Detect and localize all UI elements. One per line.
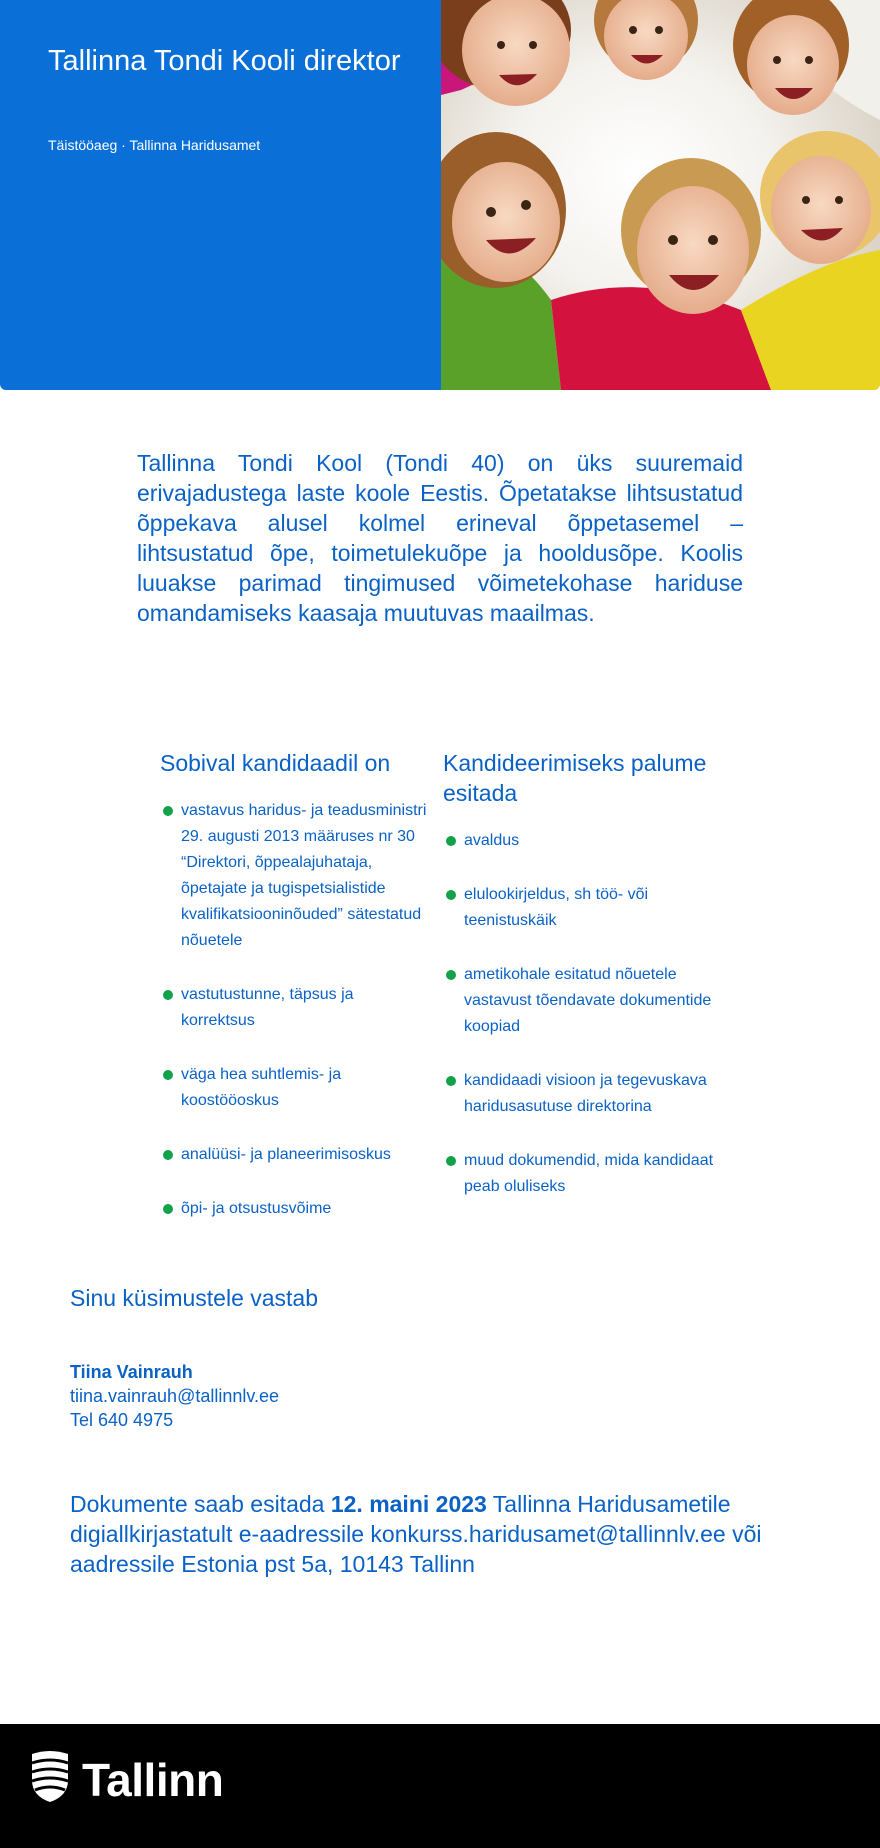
page-subtitle: Täistööaeg · Tallinna Haridusamet [48,137,261,153]
bullet-icon [163,1204,173,1214]
bullet-icon [163,990,173,1000]
bullet-icon [446,1076,456,1086]
requirements-heading: Sobival kandidaadil on [160,750,391,776]
tallinn-coat-of-arms-icon [30,1750,70,1804]
documents-section [443,748,733,1228]
list-item: kandidaadi visioon ja tegevuskava haridusasutuse direktorina [443,1068,733,1120]
submission-deadline: Dokumente saab esitada 12. maini 2023 Tallinna Haridusametile digiallkirjastatult e-aadressile konkurss.haridusamet@tallinnlv.ee või aadressile Estonia pst 5a, 10143 Tallinn [70,1491,762,1577]
bullet-icon [446,890,456,900]
deadline-date: 12. maini 2023 [330,1491,487,1517]
list-item: vastavus haridus- ja teadusministri 29. augusti 2013 määruses nr 30 “Direktori, õppealajuhataja, õpetajate ja tugispetsialistide kvalifikatsiooninõuded” sätestatud nõuetele [160,798,430,954]
list-item: õpi- ja otsustusvõime [160,1196,430,1222]
page-title: Tallinna Tondi Kooli direktor [48,45,401,77]
list-item: väga hea suhtlemis- ja koostööoskus [160,1062,430,1114]
hero-title-panel [0,0,441,390]
documents-heading: Kandideerimiseks palume esitada [443,750,707,806]
bullet-icon [446,1156,456,1166]
contact-heading: Sinu küsimustele vastab [70,1285,319,1311]
bullet-icon [446,836,456,846]
intro-paragraph: Tallinna Tondi Kool (Tondi 40) on üks suuremaid erivajadustega laste koole Eestis. Õpetatakse lihtsustatud õppekava alusel kolmel erineval õppetasemel – lihtsustatud õpe, toimetulekuõpe ja hooldusõpe. Koolis luuakse parimad tingimused võimetekohase hariduse omandamiseks kaasaja muutuvas maailmas. [137,450,743,626]
documents-list [443,828,733,1200]
footer-logo-text: Tallinn [82,1754,224,1806]
list-item: avaldus [443,828,733,854]
contact-email-link[interactable]: tiina.vainrauh@tallinnlv.ee [70,1386,280,1406]
list-item: ametikohale esitatud nõuetele vastavust tõendavate dokumentide koopiad [443,962,733,1040]
bullet-icon [163,806,173,816]
bullet-icon [446,970,456,980]
list-item: analüüsi- ja planeerimisoskus [160,1142,430,1168]
hero-banner [0,0,880,390]
list-item: elulookirjeldus, sh töö- või teenistuskäik [443,882,733,934]
contact-name: Tiina Vainrauh [70,1362,193,1382]
requirements-section [160,748,430,1250]
requirements-list [160,798,430,1222]
children-photo [441,0,880,390]
list-item: vastutustunne, täpsus ja korrektsus [160,982,430,1034]
footer [0,1724,880,1848]
list-item: muud dokumendid, mida kandidaat peab oluliseks [443,1148,733,1200]
contact-phone: Tel 640 4975 [70,1410,174,1430]
bullet-icon [163,1150,173,1160]
bullet-icon [163,1070,173,1080]
